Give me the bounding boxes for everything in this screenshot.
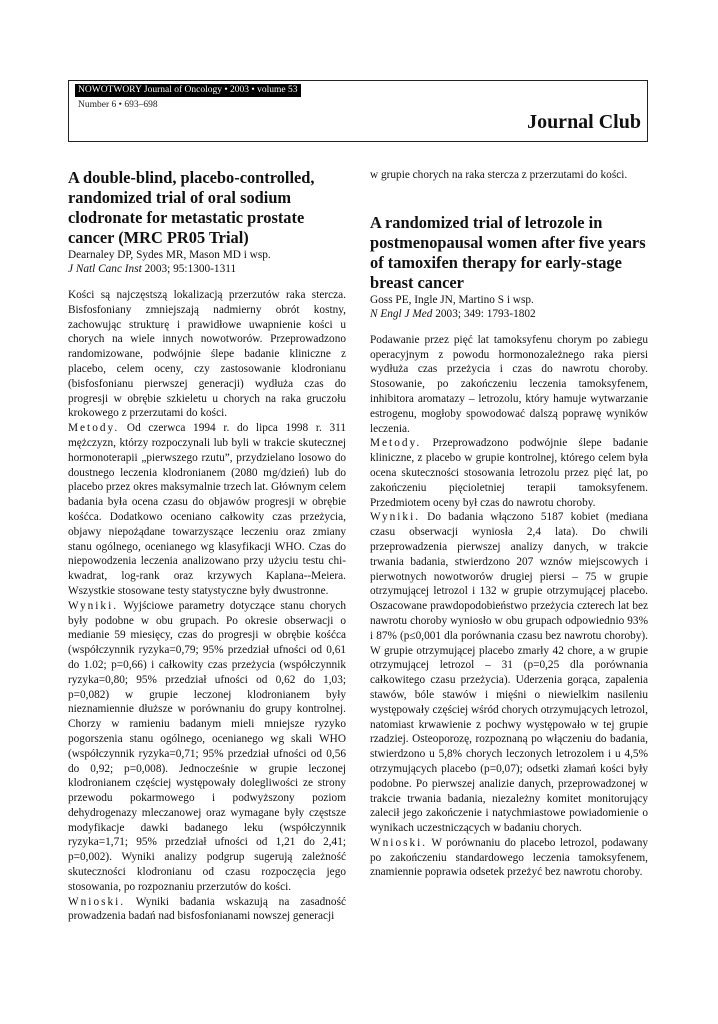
article-1-authors: Dearnaley DP, Sydes MR, Mason MD i wsp. — [68, 249, 271, 261]
article-2-citation-details: 2003; 349: 1793-1802 — [432, 307, 536, 320]
article-1-conclusions-label: Wnioski. — [68, 895, 126, 908]
article-2-methods-label: Metody. — [370, 437, 422, 450]
article-2-methods — [370, 436, 648, 510]
article-2-authors: Goss PE, Ingle JN, Martino S i wsp. — [370, 293, 534, 306]
journal-issue: Number 6 • 693–698 — [78, 100, 158, 110]
left-column — [68, 168, 346, 924]
article-1-results — [68, 599, 346, 895]
article-2-conclusions-label: Wnioski. — [370, 836, 428, 849]
article-2-intro: Podawanie przez pięć lat tamoksyfenu chorym po zabiegu operacyjnym z powodu hormonozależnego raka piersi wydłuża czas przeżycia i czas do nawrotu choroby. Stosowanie, po zakończeniu leczenia tamoksyfenem, inhibitora aromatazy – letrozolu, który hamuje wytwarzanie estrogenu, mogłoby spowodować dalszą poprawę wyników leczenia. — [370, 333, 648, 435]
article-1-citation — [68, 262, 346, 276]
article-2-title: A randomized trial of letrozole in postmenopausal women after five years of tamoxifen therapy for early-stage breast cancer — [370, 212, 646, 292]
article-2-results — [370, 510, 648, 836]
article-2-methods-text: Przeprowadzono podwójnie ślepe badanie kliniczne, z placebo w grupie kontrolnej, którego celem była ocena skuteczności stosowania letrozolu przez pięć lat, po zakończeniu pięcioletniej terapii tamoksyfenem. Przedmiotem oceny był czas do nawrotu choroby. — [370, 437, 648, 509]
article-1-results-text: Wyjściowe parametry dotyczące stanu chorych były podobne w obu grupach. Po okresie obserwacji o medianie 59 miesięcy, czas do progresji w obrębie kośćca (współczynnik ryzyka=0,79; 95% przedział ufności od 0,61 do 1.02; p=0,66) i całkowity czas przeżycia (współczynnik ryzyka=0,80; 95% przedział ufności od 0,62 do 1,03; p=0,082) w grupie leczonej klodronianem były nieznamiennie dłuższe w porównaniu do grupy kontrolnej. Chorzy w ramieniu badanym mieli mniejsze ryzyko pogorszenia stanu ogólnego, ocenianego wg skali WHO (współczynnik ryzyka=0,71; 95% przedział ufności od 0,56 do 0,92; p=0,008). Jednocześnie w grupie leczonej klodronianem częściej występowały dolegliwości ze strony przewodu pokarmowego i podwyższony poziom dehydrogenazy mleczanowej oraz wymagane były częstsze modyfikacje dawki badanego leku (współczynnik ryzyka=1,71; 95% przedział ufności od 1,21 do 2,41; p=0,002). Wyniki analizy podgrup sugerują zależność skuteczności klodronianu od czasu rozpoczęcia jego stosowania, po rozpoznaniu przerzutów do kości. — [68, 599, 346, 893]
article-2-results-text: Do badania włączono 5187 kobiet (mediana czasu obserwacji wyniosła 2,4 lata). Do chwili przeprowadzenia pierwszej analizy danych, w trakcie trwania badania, stwierdzono 207 wznów miejscowych i pierwotnych nowotworów drugiej piersi – 75 w grupie otrzymującej letrozol i 132 w grupie otrzymującej placebo. Oszacowane prawdopodobieństwo przeżycia czterech lat bez nawrotu choroby wyniosło w obu grupach odpowiednio 93% i 87% (p≤0,001 dla porównania czasu bez nawrotu choroby). W grupie otrzymującej placebo zmarły 42 chore, a w grupie otrzymującej letrozol – 31 (p=0,25 dla porównania całkowitego czasu przeżycia). Uderzenia gorąca, zapalenia stawów, bóle stawów i mięśni o niewielkim nasileniu występowały częściej wśród chorych otrzymujących letrozol, natomiast krwawienie z pochwy występowało w tej grupie rzadziej. Osteoporozę, rozpoznaną po włączeniu do badania, stwierdzono u 5,8% chorych leczonych letrozolem i u 4,5% otrzymujących placebo (p=0,07); odsetki złamań kości były podobne. Po pierwszej analizie danych, przeprowadzonej w trakcie trwania badania, niezależny komitet monitorujący zalecił jego zakończenie i natychmiastowe powiadomienie o wynikach uczestniczących w badaniu chorych. — [370, 511, 648, 835]
article-1-intro: Kości są najczęstszą lokalizacją przerzutów raka stercza. Bisfosfoniany zmniejszają nadmierny obrót kostny, zachowując strukturę i prawidłowe uwapnienie kości u chorych na wiele innych nowotworów. Przeprowadzono randomizowane, podwójnie ślepe badanie kliniczne z placebo, celem oceny, czy zastosowanie klodronianu (bisfosfonianu pierwszej generacji) wydłuża czas do progresji w obrębie szkieletu u chorych na raka gruczołu krokowego z przerzutami do kości. — [68, 289, 346, 420]
article-1-conclusions — [68, 895, 346, 925]
right-column — [370, 168, 648, 880]
article-2-citation — [370, 307, 648, 321]
article-1-conclusions-text: Wyniki badania wskazują na zasadność prowadzenia badań nad bisfosfonianami nowszej generacji — [68, 895, 346, 923]
article-1-citation-details: 2003; 95:1300-1311 — [141, 263, 237, 275]
article-1-journal: J Natl Canc Inst — [68, 263, 142, 275]
article-1-methods-label: Metody. — [68, 422, 120, 435]
journal-name: NOWOTWORY Journal of Oncology • 2003 • volume 53 — [75, 84, 301, 97]
section-title: Journal Club — [527, 111, 641, 133]
article-1-methods-text: Od czerwca 1994 r. do lipca 1998 r. 311 mężczyzn, którzy rozpoczynali lub byli w trakcie skutecznej hormonoterapii „pierwszego rzutu”, przydzielano losowo do doustnego leczenia klodronianem (2080 mg/dzień) lub do placebo przez okres maksymalnie trzech lat. Głównym celem badania była ocena czasu do objawów progresji w obrębie kośćca. Dodatkowo oceniano całkowity czas przeżycia, objawy niepożądane towarzyszące leczeniu oraz zmiany stanu ogólnego, ocenianego wg klasyfikacji WHO. Czas do niepowodzenia leczenia analizowano przy użyciu testu chi-kwadrat, log-rank oraz krzywych Kaplana--Meiera. Wszystkie stosowane testy statystyczne były dwustronne. — [68, 422, 346, 597]
article-1-conclusions-continued: w grupie chorych na raka stercza z przerzutami do kości. — [370, 169, 628, 181]
article-1-results-label: Wyniki. — [68, 599, 119, 612]
article-2-conclusions — [370, 836, 648, 880]
article-2-conclusions-text: W porównaniu do placebo letrozol, podawany po zakończeniu standardowego leczenia tamoksyfenem, znamiennie poprawia odsetek przeżyć bez nawrotu choroby. — [370, 836, 648, 879]
article-1-title: A double-blind, placebo-controlled, randomized trial of oral sodium clodronate for metastatic prostate cancer (MRC PR05 Trial) — [68, 168, 315, 247]
article-1-methods — [68, 421, 346, 599]
article-2-journal: N Engl J Med — [370, 307, 433, 320]
article-2-results-label: Wyniki. — [370, 511, 421, 524]
journal-header — [68, 80, 648, 142]
